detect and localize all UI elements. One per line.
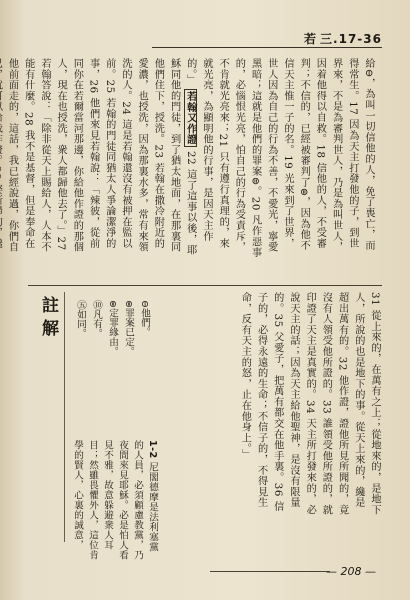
scripture-main-text [6, 58, 376, 258]
header-chapter-range: 三.17-36 [320, 32, 382, 46]
page-number-rule [210, 571, 330, 572]
scripture-lower-text: 31 從上來的，在萬有之上；從地來的，是地下人，所說的也是地下的事。從天上來的，纔是超出萬有的。32 他作證，證他所見所聞的，竟沒有人領受他所證的。33 誰領受他所證的，就印證了天主是真實的。34 天主所打發來的，必說天主的話；因為天主給他聖神，是沒有限量的。35 父愛子，把萬有都交在他手裏。36 信子的，必得永遠的生命；不信子的，不得見生命，反有天主的怒，止在他身上。」 [239, 292, 380, 516]
section-divider [28, 285, 382, 286]
footnote: ㊄如同。 [75, 300, 86, 339]
footnote: ⊜罪案已定。 [123, 300, 134, 357]
running-header [304, 30, 382, 47]
header-book: 若 [304, 32, 318, 46]
notes-title: 註解 [38, 296, 58, 342]
footnote: ⑩凡有。 [91, 300, 102, 339]
section-heading: 若翰又作證 [184, 91, 196, 146]
header-rule [152, 47, 382, 48]
page-number: — 208 — [326, 565, 376, 578]
note-number: 1-2 [147, 440, 158, 459]
scripture-segment-2: 22 這了這事以後，耶穌同他的門徒，到了猶太地面，在那裏同他們住下，授洗。23 若翰在撒冷附近的愛濃，也授洗，因為那裏水多，常有來領洗的人。24 這是若翰還沒有被押在監以前。25 若翰的門徒同猶太人爭論潔淨的事，26 他們來見若翰說：「辣彼，從前同你在若爾當河那邊，你給他作證的那個人，現在也授洗，衆人都歸他去了。」27 若翰答說：「除非從天上賜給人，人本不能有什麼。28 我不是基督，但是奉命在他前面走的，這話，我已經說過，你們自 [6, 58, 196, 256]
footnote: ⊖他們。 [139, 300, 150, 337]
note-text: 尼閣德摩是法利塞黨的人員，必須顧慮教黨，乃夜間來見耶穌。必是怕人看見不雅，故意躲避衆人耳目；然雖畏懼外人，這位肯學的賢人，心裏的誠意， [72, 440, 158, 560]
footnote: ⊜定罪緣由。 [107, 300, 118, 357]
scripture-segment-1: 給⊖，為叫一切信他的人，免了喪亡，而得常生。17 因為天主打發他的子，到世界來，不是為審判世人，乃是為叫世人，因着他得以自救。18 信他的人，不受審判；不信的，已經被審判了⊜，因為他不信天主惟一子的名。19 光來到了世界，世人因為自己的行為不善，不愛光，寧愛黑暗；這就是他們的罪案⊜。20 凡作惡事的，必惱恨光亮，怕自己的行為受責斥，不肯就光亮來；21 只有遵行真理的，來就光亮，為顯明他的行事，是因天主作的。」 [184, 58, 374, 258]
notes-entry [40, 440, 160, 560]
